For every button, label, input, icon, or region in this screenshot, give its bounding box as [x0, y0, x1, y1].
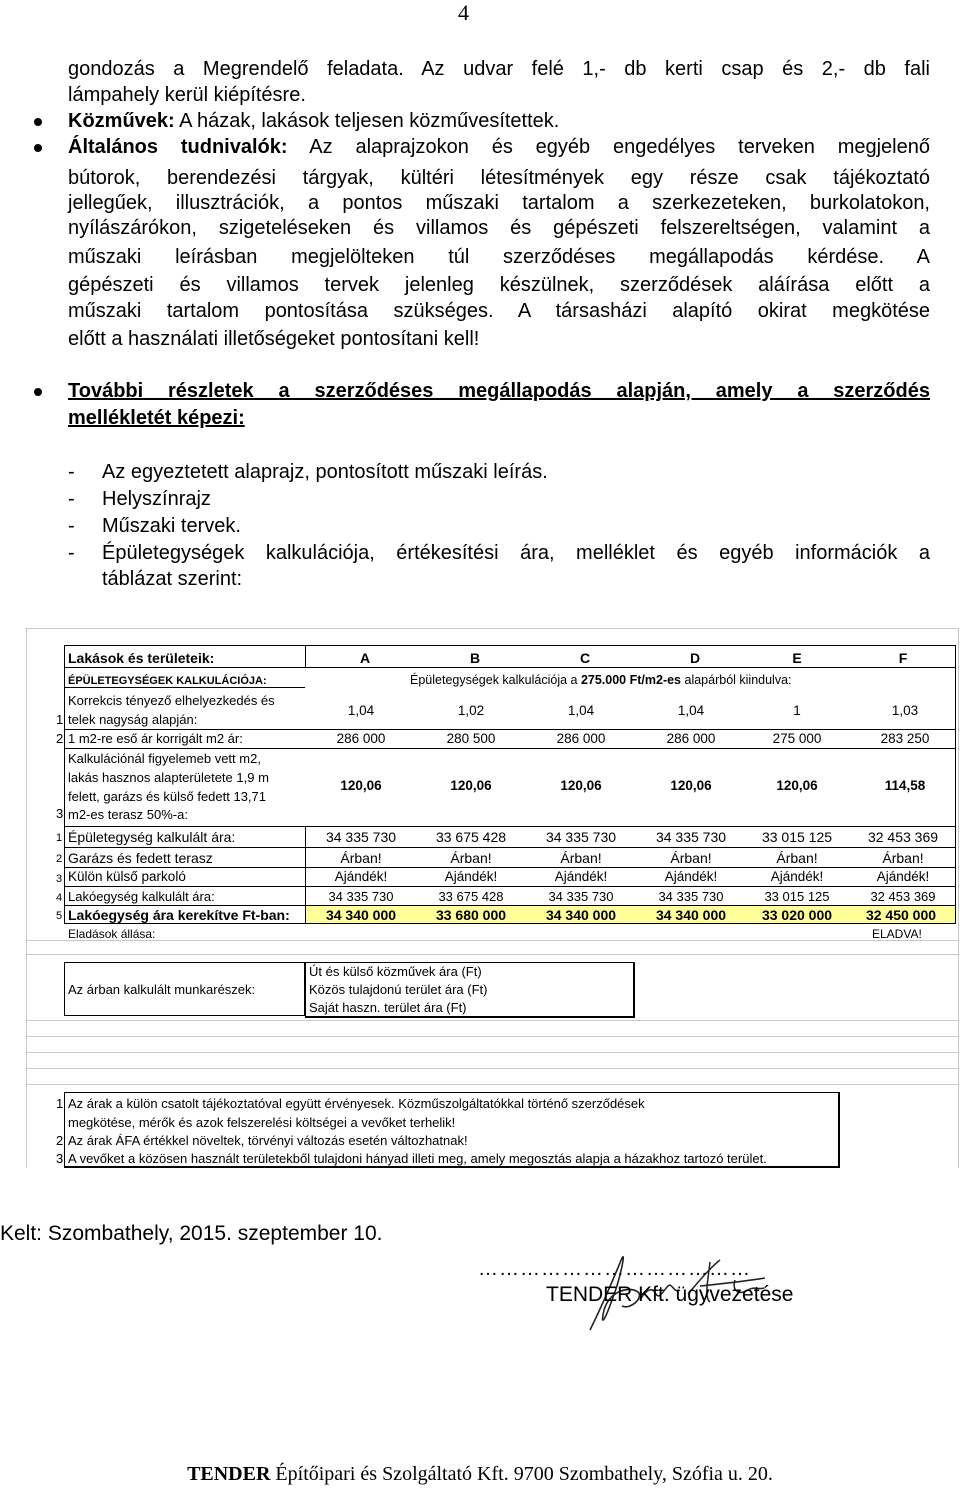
altalanos-line: előtt a használati illetőségeket pontosítani kell!: [68, 328, 480, 350]
row-value: 33 015 125: [761, 829, 833, 845]
altalanos-line: műszaki leírásban megjelölteken túl szerződéses megállapodás kérdése. A: [68, 246, 930, 268]
tovabbi-heading-line-2: mellékletét képezi:: [68, 407, 245, 429]
row-value: Árban!: [776, 850, 818, 866]
row-value: 120,06: [776, 778, 818, 793]
row-value: Árban!: [450, 850, 492, 866]
note-line: A vevőket a közösen használt területekből tulajdoni hányad illeti meg, amely megosztás alapja a házakhoz tartozó terület.: [68, 1151, 767, 1166]
row-label: Kalkulációnál figyelemeb vett m2,: [68, 751, 261, 766]
row-label: Külön külső parkoló: [68, 869, 186, 884]
row-value: 280 500: [446, 731, 496, 746]
altalanos-line: jellegűek, illusztrációk, a pontos műszaki tartalom a szerkezeteken, burkolatokon,: [68, 192, 930, 214]
row-value: 34 335 730: [548, 889, 614, 904]
incl-item: Közös tulajdonú terület ára (Ft): [309, 982, 488, 997]
dash-item: Helyszínrajz: [102, 488, 211, 510]
bullet-dot: [34, 388, 42, 396]
row-label: felett, garázs és külső fedett 13,71: [68, 789, 267, 804]
row-label: Épületegység kalkulált ára:: [68, 829, 236, 845]
bullet-dot: [34, 118, 42, 126]
note-number: 2: [56, 1133, 64, 1148]
grid-line: [26, 954, 958, 955]
dash-marker: -: [68, 488, 75, 510]
row-value: Ajándék!: [770, 869, 824, 884]
incl-label: Az árban kalkulált munkarészek:: [68, 982, 256, 997]
row-value: 32 453 369: [870, 889, 936, 904]
row-value: 120,06: [560, 778, 602, 793]
grid-line: [26, 940, 958, 941]
grid-line: [26, 628, 27, 1168]
intro-line-2: lámpahely kerül kiépítésre.: [68, 84, 306, 106]
tovabbi-heading-line-1: További részletek a szerződéses megállapodás alapján, amely a szerződés: [68, 380, 930, 402]
bullet-altalanos-first: Általános tudnivalók: Az alaprajzokon és egyéb engedélyes terveken megjelenő: [68, 136, 930, 158]
row-value: 1: [793, 703, 801, 718]
row-value: 1,04: [347, 703, 375, 718]
row-label: telek nagyság alapján:: [68, 712, 198, 727]
row-value: 114,58: [884, 778, 926, 793]
altalanos-line: műszaki tartalom pontosítása szükséges. A társasházi alapító okirat megkötése: [68, 300, 930, 322]
column-header: C: [579, 650, 591, 666]
table-border: [64, 748, 956, 749]
row-value: 33 680 000: [435, 907, 507, 923]
row-value: 34 335 730: [658, 889, 724, 904]
row-value: 1,04: [677, 703, 705, 718]
row-label: Garázs és fedett terasz: [68, 850, 213, 866]
place-date: Kelt: Szombathely, 2015. szeptember 10.: [0, 1222, 383, 1245]
grid-line: [26, 628, 958, 629]
table-border: [64, 886, 956, 887]
row-value: 34 340 000: [325, 907, 397, 923]
row-value: Ajándék!: [334, 869, 388, 884]
row-number: 2: [56, 853, 63, 865]
incl-item: Út és külső közművek ára (Ft): [309, 964, 482, 979]
header-label: Lakások és területeik:: [68, 650, 215, 666]
row-label: Lakóegység ára kerekítve Ft-ban:: [68, 907, 290, 923]
intro-line-1: gondozás a Megrendelő feladata. Az udvar felé 1,- db kerti csap és 2,- db fali: [68, 58, 930, 80]
sales-status-f: ELADVA!: [872, 927, 922, 941]
row-value: 286 000: [556, 731, 606, 746]
row-value: 120,06: [670, 778, 712, 793]
row-number: 3: [56, 873, 63, 885]
note-line: megkötése, mérők és azok felszerelési költségei a vevőket terhelik!: [68, 1115, 456, 1130]
row-value: 1,04: [567, 703, 595, 718]
row-label: m2-es terasz 50%-a:: [68, 807, 188, 822]
note-number: 1: [56, 1096, 64, 1111]
row-number: 3: [56, 806, 64, 821]
row-label: 1 m2-re eső ár korrigált m2 ár:: [68, 731, 243, 746]
column-header: F: [898, 650, 908, 666]
note-line: Az árak a külön csatolt tájékoztatóval együtt érvényesek. Közműszolgáltatókkal történő szerződések: [68, 1096, 645, 1111]
row-value: 33 675 428: [435, 829, 507, 845]
table-border: [64, 847, 956, 848]
bullet-kozmuvek: Közművek: A házak, lakások teljesen közművesítettek.: [68, 110, 560, 132]
row-value: 120,06: [450, 778, 492, 793]
row-label: Korrekcis tényező elhelyezkedés és: [68, 693, 275, 708]
incl-item: Saját haszn. terület ára (Ft): [309, 1000, 467, 1015]
row-label: Lakóegység kalkulált ára:: [68, 889, 215, 904]
row-value: 33 015 125: [764, 889, 830, 904]
row-value: 34 340 000: [655, 907, 727, 923]
row-number: 1: [56, 712, 64, 727]
row-value: 33 020 000: [761, 907, 833, 923]
table-border: [64, 923, 956, 924]
column-header: A: [359, 650, 371, 666]
row-number: 2: [56, 731, 64, 746]
row-value: 32 453 369: [867, 829, 939, 845]
row-value: Árban!: [882, 850, 924, 866]
row-value: 34 335 730: [655, 829, 727, 845]
row-value: 34 335 730: [545, 829, 617, 845]
row-value: 33 675 428: [438, 889, 504, 904]
altalanos-line: nyílászárókon, szigeteléseken és villamos és gépészeti felszereltségen, valamint a: [68, 217, 930, 239]
sales-label: Eladások állása:: [68, 927, 156, 941]
dash-marker: -: [68, 515, 75, 537]
dash-item: Műszaki tervek.: [102, 515, 241, 537]
row-value: Ajándék!: [664, 869, 718, 884]
signature-dots: …………………………………: [478, 1258, 751, 1280]
grid-line: [26, 1020, 958, 1021]
column-header: B: [469, 650, 481, 666]
row-value: 275 000: [772, 731, 822, 746]
grid-line: [26, 1068, 958, 1069]
row-value: Ajándék!: [554, 869, 608, 884]
table-border: [64, 667, 956, 668]
calc-heading: ÉPÜLETEGYSÉGEK KALKULÁCIÓJA:: [68, 675, 267, 687]
row-value: 286 000: [666, 731, 716, 746]
row-value: Árban!: [560, 850, 602, 866]
dash-marker: -: [68, 461, 75, 483]
column-header: D: [689, 650, 701, 666]
row-number: 5: [56, 910, 63, 922]
table-border: [64, 729, 956, 730]
row-value: 1,03: [891, 703, 919, 718]
dash-item: Épületegységek kalkulációja, értékesítési ára, melléklet és egyéb információk a: [102, 542, 930, 564]
dash-item: táblázat szerint:: [102, 568, 243, 590]
row-value: Árban!: [670, 850, 712, 866]
table-border: [64, 687, 305, 688]
row-value: Ajándék!: [444, 869, 498, 884]
row-value: 120,06: [340, 778, 382, 793]
row-value: Ajándék!: [876, 869, 930, 884]
grid-line: [26, 1084, 958, 1085]
row-number: 1: [56, 832, 63, 844]
table-border: [64, 826, 956, 827]
altalanos-line: bútorok, berendezési tárgyak, kültéri létesítmények egy része csak tájékoztató: [68, 167, 930, 189]
signature-title: TENDER Kft. ügyvezetése: [546, 1283, 794, 1306]
row-label: lakás hasznos alapterületete 1,9 m: [68, 770, 269, 785]
row-value: 1,02: [457, 703, 485, 718]
table-border: [305, 645, 306, 667]
page-number: 4: [458, 0, 469, 25]
calc-note: Épületegységek kalkulációja a 275.000 Ft/m2-es alapárból kiindulva:: [410, 673, 792, 687]
row-value: 34 340 000: [545, 907, 617, 923]
note-line: Az árak ÁFA értékkel növeltek, törvényi változás esetén változhatnak!: [68, 1133, 468, 1148]
grid-line: [26, 1052, 958, 1053]
altalanos-line: gépészeti és villamos tervek jelenleg készülnek, szerződések aláírása előtt a: [68, 274, 930, 296]
row-number: 4: [56, 892, 63, 904]
note-number: 3: [56, 1151, 64, 1166]
page-footer: TENDER Építőipari és Szolgáltató Kft. 9700 Szombathely, Szófia u. 20.: [187, 1463, 773, 1485]
grid-line: [26, 1036, 958, 1037]
dash-item: Az egyeztetett alaprajz, pontosított műszaki leírás.: [102, 461, 548, 483]
row-value: 34 335 730: [328, 889, 394, 904]
row-value: 32 450 000: [865, 907, 937, 923]
column-header: E: [792, 650, 802, 666]
table-border: [64, 645, 956, 646]
row-value: Árban!: [340, 850, 382, 866]
bullet-dot: [34, 144, 42, 152]
row-value: 283 250: [880, 731, 930, 746]
row-value: 286 000: [336, 731, 386, 746]
dash-marker: -: [68, 542, 75, 564]
table-border: [64, 867, 956, 868]
signature-block: [478, 1258, 793, 1307]
row-value: 34 335 730: [325, 829, 397, 845]
